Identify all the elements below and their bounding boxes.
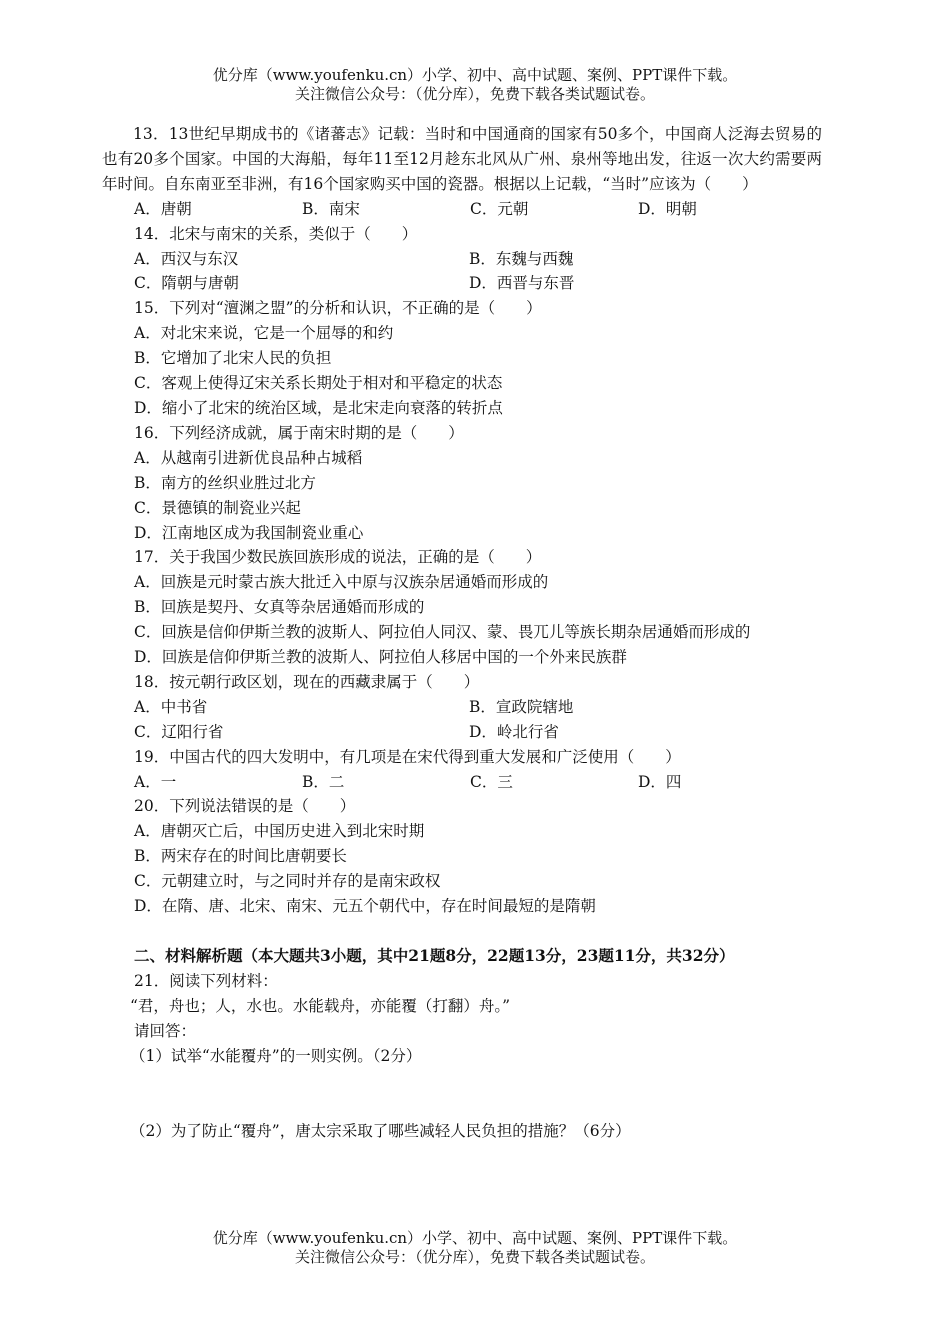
header-line-1: 优分库（www.youfenku.cn）小学、初中、高中试题、案例、PPT课件下载。	[212, 66, 738, 84]
option-c: C．回族是信仰伊斯兰教的波斯人、阿拉伯人同汉、蒙、畏兀儿等族长期杂居通婚而形成的	[134, 623, 751, 642]
question-18-options-row2	[102, 720, 822, 745]
question-14-options-row1	[102, 247, 822, 272]
option-c: C．隋朝与唐朝	[134, 274, 239, 293]
question-14: 14．北宋与南宋的关系，类似于（ ）	[134, 224, 418, 243]
option-b: B．南宋	[302, 199, 360, 218]
option-c: C．景德镇的制瓷业兴起	[134, 498, 301, 517]
question-21-prompt: 请回答：	[134, 1021, 197, 1040]
question-16: 16．下列经济成就，属于南宋时期的是（ ）	[134, 423, 464, 442]
question-21-sub-2: （2）为了防止“覆舟”，唐太宗采取了哪些减轻人民负担的措施？（6分）	[130, 1121, 631, 1140]
question-13-options	[102, 197, 822, 222]
option-d: D．江南地区成为我国制瓷业重心	[134, 523, 364, 542]
option-a: A．回族是元时蒙古族大批迁入中原与汉族杂居通婚而形成的	[134, 573, 549, 592]
question-13: 13．13世纪早期成书的《诸蕃志》记载：当时和中国通商的国家有50多个，中国商人泛海去贸易的也有20多个国家。中国的大海船，每年11至12月趁东北风从广州、泉州等地出发，往返一次大约需要两年时间。自东南亚至非洲，有16个国家购买中国的瓷器。根据以上记载，“当时”应该为（ ）	[102, 125, 822, 193]
question-18-options-row1	[102, 695, 822, 720]
question-21-intro: 21．阅读下列材料：	[134, 971, 278, 990]
question-17: 17．关于我国少数民族回族形成的说法，正确的是（ ）	[134, 548, 542, 567]
option-d: D．西晋与东晋	[469, 274, 575, 293]
option-b: B．它增加了北宋人民的负担	[134, 349, 332, 368]
page-header	[0, 66, 950, 104]
option-b: B．南方的丝织业胜过北方	[134, 473, 316, 492]
question-19-options	[102, 770, 822, 795]
option-c: C．元朝建立时，与之同时并存的是南宋政权	[134, 872, 441, 891]
option-d: D．岭北行省	[469, 722, 559, 741]
option-d: D．四	[638, 772, 682, 791]
option-d: D．回族是信仰伊斯兰教的波斯人、阿拉伯人移居中国的一个外来民族群	[134, 648, 627, 667]
header-line-2: 关注微信公众号：（优分库），免费下载各类试题试卷。	[294, 85, 655, 103]
option-b: B．回族是契丹、女真等杂居通婚而形成的	[134, 598, 425, 617]
question-19: 19．中国古代的四大发明中，有几项是在宋代得到重大发展和广泛使用（ ）	[134, 747, 681, 766]
option-c: C．三	[470, 772, 513, 791]
option-d: D．缩小了北宋的统治区域，是北宋走向衰落的转折点	[134, 398, 503, 417]
option-b: B．两宋存在的时间比唐朝要长	[134, 847, 347, 866]
option-a: A．唐朝	[134, 199, 192, 218]
option-a: A．一	[134, 772, 177, 791]
exam-content	[102, 122, 822, 1143]
option-a: A．西汉与东汉	[134, 249, 239, 268]
option-c: C．辽阳行省	[134, 722, 224, 741]
question-14-options-row2	[102, 271, 822, 296]
option-a: A．中书省	[134, 697, 208, 716]
question-18: 18．按元朝行政区划，现在的西藏隶属于（ ）	[134, 672, 480, 691]
option-d: D．明朝	[638, 199, 697, 218]
option-d: D．在隋、唐、北宋、南宋、元五个朝代中，存在时间最短的是隋朝	[134, 897, 596, 916]
section-2-title: 二、材料解析题（本大题共3小题，其中21题8分，22题13分，23题11分，共32分）	[134, 946, 735, 965]
question-20: 20．下列说法错误的是（ ）	[134, 797, 356, 816]
option-a: A．唐朝灭亡后，中国历史进入到北宋时期	[134, 822, 425, 841]
footer-line-2: 关注微信公众号：（优分库），免费下载各类试题试卷。	[294, 1248, 655, 1266]
option-b: B．二	[302, 772, 345, 791]
page-footer	[0, 1229, 950, 1267]
option-c: C．元朝	[470, 199, 529, 218]
option-c: C．客观上使得辽宋关系长期处于相对和平稳定的状态	[134, 374, 503, 393]
question-21-quote: “君，舟也；人，水也。水能载舟，亦能覆（打翻）舟。”	[130, 996, 511, 1015]
option-b: B．东魏与西魏	[469, 249, 574, 268]
question-15: 15．下列对“澶渊之盟”的分析和认识，不正确的是（ ）	[134, 299, 542, 318]
option-a: A．从越南引进新优良品种占城稻	[134, 448, 363, 467]
option-a: A．对北宋来说，它是一个屈辱的和约	[134, 324, 394, 343]
option-b: B．宣政院辖地	[469, 697, 574, 716]
footer-line-1: 优分库（www.youfenku.cn）小学、初中、高中试题、案例、PPT课件下载。	[212, 1229, 738, 1247]
question-21-sub-1: （1）试举“水能覆舟”的一则实例。（2分）	[130, 1046, 422, 1065]
